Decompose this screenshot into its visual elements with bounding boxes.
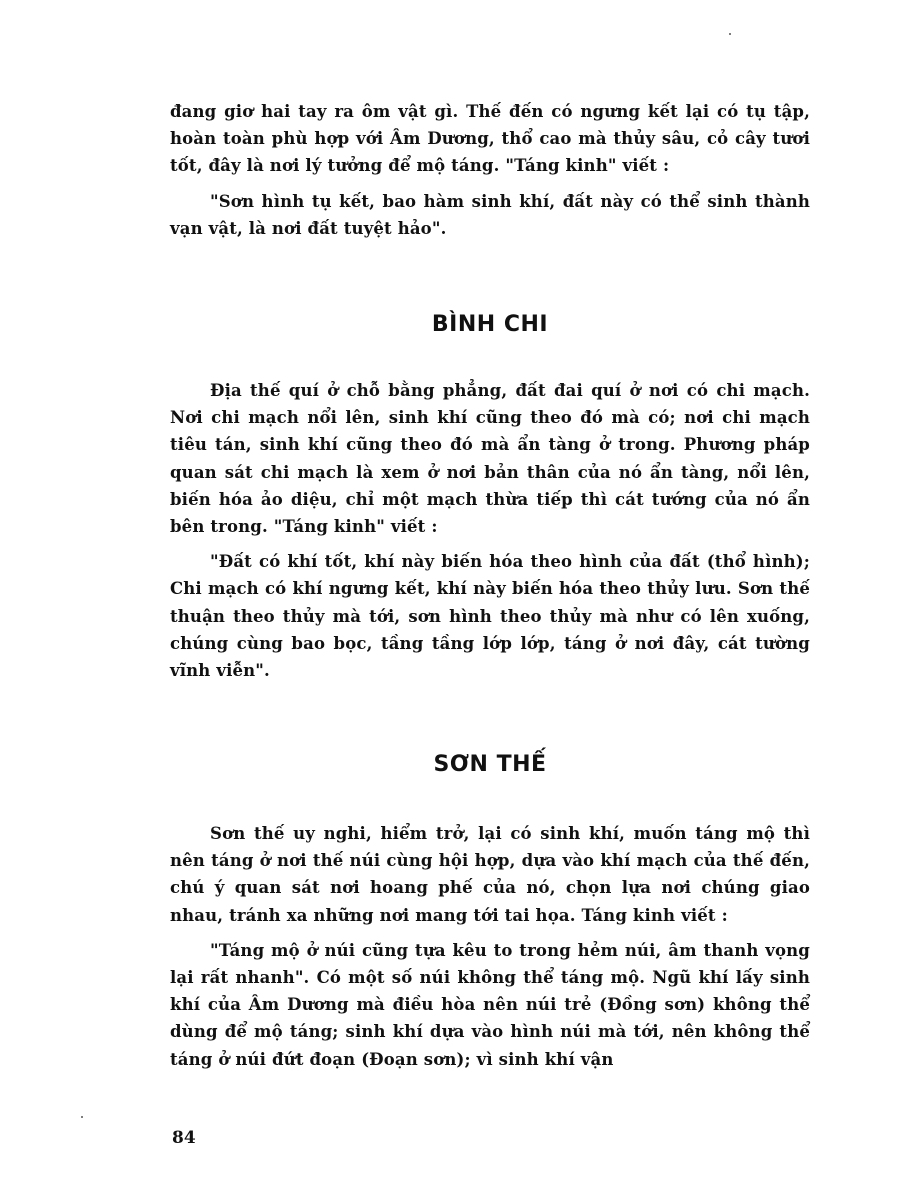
scan-speck [729, 33, 731, 35]
quote-paragraph: "Sơn hình tụ kết, bao hàm sinh khí, đất này có thể sinh thành vạn vật, là nơi đất tuyệt hảo". [170, 191, 810, 238]
scan-speck [81, 1116, 83, 1118]
paragraph: Địa thế quí ở chỗ bằng phẳng, đất đai quí ở nơi có chi mạch. Nơi chi mạch nổi lên, sinh khí cũng theo đó mà có; nơi chi mạch tiêu tán, sinh khí cũng theo đó mà ẩn tàng ở trong. Phương pháp quan sát chi mạch là xem ở nơi bản thân của nó ẩn tàng, nổi lên, biến hóa ảo diệu, chỉ một mạch thừa tiếp thì cát tướng của nó ẩn bên trong. "Táng kinh" viết : [170, 381, 810, 537]
page-number: 84 [172, 1128, 196, 1148]
continuation-text [170, 98, 810, 250]
section-heading-binh-chi: BÌNH CHI [431, 312, 549, 337]
paragraph: đang giơ hai tay ra ôm vật gì. Thế đến có ngưng kết lại có tụ tập, hoàn toàn phù hợp với Âm Dương, thổ cao mà thủy sâu, cỏ cây tươi tốt, đây là nơi lý tưởng để mộ táng. "Táng kinh" viết : [170, 102, 810, 176]
section-son-the [170, 820, 810, 1081]
paragraph: Sơn thế uy nghi, hiểm trở, lại có sinh khí, muốn táng mộ thì nên táng ở nơi thế núi cùng hội hợp, dựa vào khí mạch của thế đến, chú ý quan sát nơi hoang phế của nó, chọn lựa nơi chúng giao nhau, tránh xa những nơi mang tới tai họa. Táng kinh viết : [170, 824, 810, 925]
section-heading-son-the: SƠN THẾ [433, 752, 547, 777]
quote-paragraph: "Táng mộ ở núi cũng tựa kêu to trong hẻm núi, âm thanh vọng lại rất nhanh". Có một số núi không thể táng mộ. Ngũ khí lấy sinh khí của Âm Dương mà điều hòa nên núi trẻ (Đồng sơn) không thể dùng để mộ táng; sinh khí dựa vào hình núi mà tới, nên không thể táng ở núi đứt đoạn (Đoạn sơn); vì sinh khí vận [170, 940, 810, 1069]
section-binh-chi [170, 377, 810, 692]
quote-paragraph: "Đất có khí tốt, khí này biến hóa theo hình của đất (thổ hình); Chi mạch có khí ngưng kết, khí này biến hóa theo thủy lưu. Sơn thế thuận theo thủy mà tới, sơn hình theo thủy mà như có lên xuống, chúng cùng bao bọc, tầng tầng lớp lớp, táng ở nơi đây, cát tường vĩnh viễn". [170, 552, 810, 681]
